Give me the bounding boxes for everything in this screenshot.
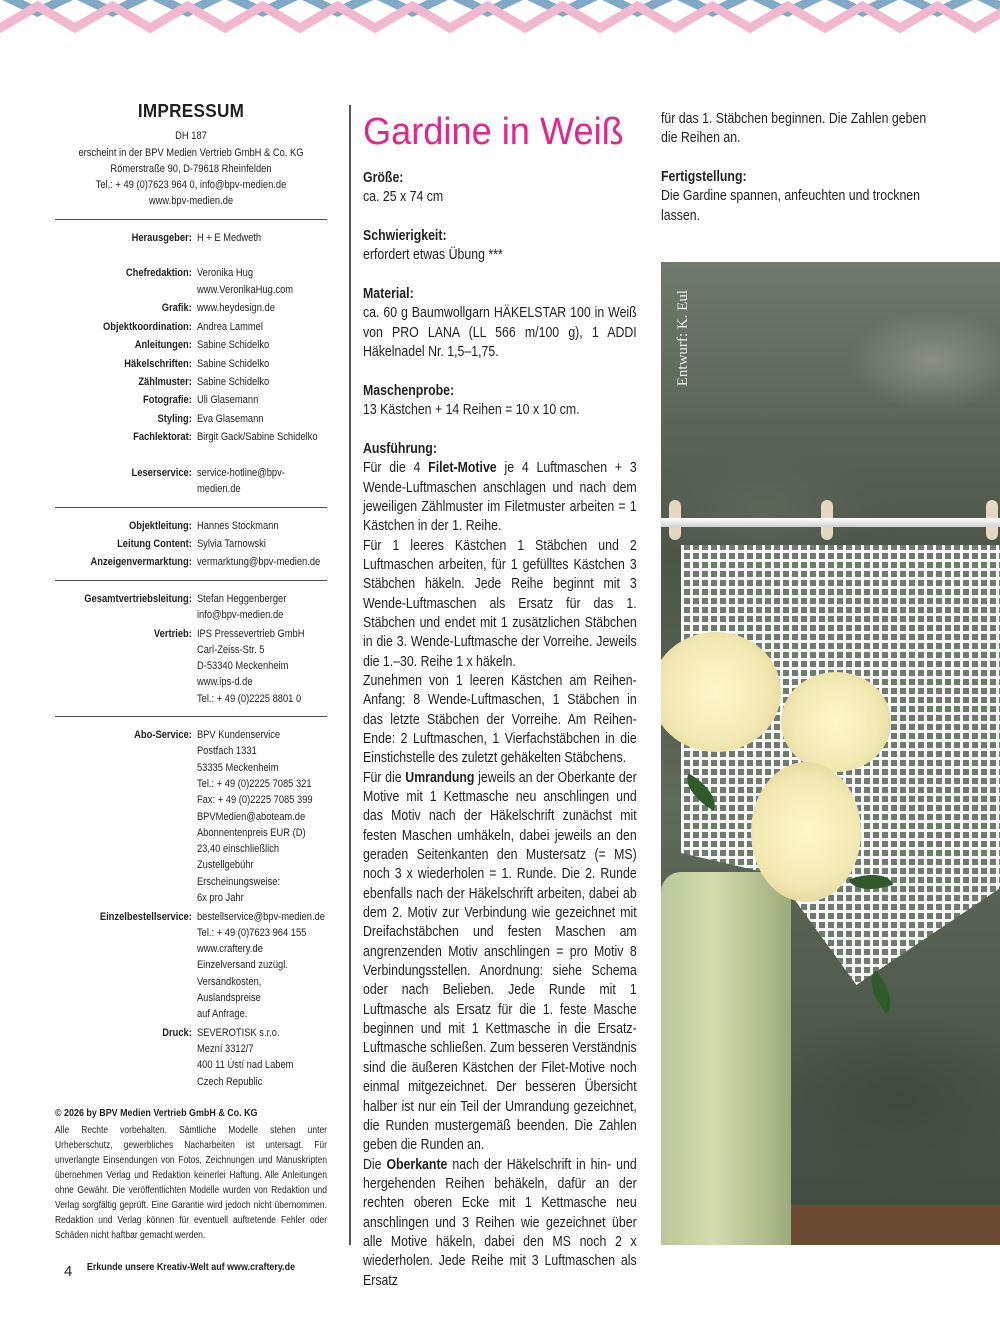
- credit-label: Leitung Content:: [117, 538, 192, 550]
- bold-term: Oberkante: [386, 1156, 448, 1173]
- credit-value: Tel.: + 49 (0)2225 7085 321: [196, 777, 312, 790]
- credit-label: Grafik:: [161, 302, 192, 315]
- bold-term: Filet-Motive: [428, 460, 497, 477]
- rose: [781, 672, 891, 772]
- credit-value: IPS Pressevertrieb GmbH: [196, 627, 305, 640]
- credit-value: auf Anfrage.: [196, 1008, 248, 1021]
- section-paragraph: [363, 188, 637, 207]
- publisher-line: Römerstraße 90, D-79618 Rheinfelden: [110, 162, 272, 175]
- divider: [55, 507, 327, 508]
- credit-label: Styling:: [157, 412, 192, 425]
- credit-entry: [55, 374, 327, 390]
- credit-label: Objektleitung:: [128, 519, 192, 532]
- text-segment: Zunehmen von 1 leeren Kästchen am Reihen-Anfang: 8 Wende-Luftmaschen, 1 Stäbchen in das letzte Stäbchen der Vorreihe. Am Reihen-Ende: 2 Luftmaschen, 1 Vierfachstäbchen in die Einstichstelle des zuletzt gehäkelten Stäbchens.: [363, 672, 637, 767]
- credit-value: Erscheinungsweise:: [196, 875, 281, 888]
- copyright-text: Alle Rechte vorbehalten. Sämtliche Modelle stehen unter Urheberschutz, gewerbliches Nacharbeiten ist untersagt. Für unverlangte Einsendungen von Fotos, Zeichnungen und Manuskripten übernehmen Verlag und Redaktion keinerlei Haftung. Alle Anleitungen ohne Gewähr. Die veröffentlichten Modelle wurden von Redaktion und Verlag sorgfältig geprüft. Eine Garantie wird jedoch nicht übernommen. Redaktion und Verlag können für eventuell auftretende Fehler oder Schäden nicht haftbar gemacht werden.: [55, 1124, 327, 1241]
- credit-label: Druck:: [162, 1026, 192, 1039]
- publisher-line: Tel.: + 49 (0)7623 964 0, info@bpv-medien.de: [95, 179, 287, 192]
- credit-value: Zustellgebühr: [196, 859, 254, 872]
- credit-value[interactable]: vermarktung@bpv-medien.de: [196, 556, 321, 569]
- credit-value[interactable]: info@bpv-medien.de: [196, 609, 284, 622]
- publisher-line: erscheint in der BPV Medien Vertrieb GmbH & Co. KG: [78, 146, 304, 159]
- section-heading: Ausführung:: [363, 440, 437, 457]
- credit-value: BPV Kundenservice: [196, 729, 281, 742]
- photo-credit: Entwurf: K. Eul: [675, 290, 691, 387]
- credit-label: Anzeigenvermarktung:: [90, 556, 192, 569]
- article-sections: [363, 169, 637, 1291]
- craftery-link[interactable]: Erkunde unsere Kreativ-Welt auf www.craftery.de: [86, 1260, 296, 1273]
- finish-text: Die Gardine spannen, anfeuchten und trocknen lassen.: [661, 188, 921, 224]
- text-segment: Für 1 leeres Kästchen 1 Stäbchen und 2 Luftmaschen arbeiten, für 1 gefülltes Kästchen 3 Stäbchen häkeln. Jede Reihe beginnt mit 3 Wende-Luftmaschen als Ersatz für das 1. Stäbchen und endet mit 1 zusätzlichen Stäbchen in die 3. Wende-Luftmasche der Vorreihe. Jeweils die 1.–30. Reihe 1 x häkeln.: [363, 537, 637, 670]
- text-segment: je 4 Luftmaschen + 3 Wende-Luftmaschen anschlagen und nach dem jeweiligen Zählmuster im Filetmuster arbeiten = 1 Kästchen in der 1. Reihe.: [363, 460, 637, 535]
- credit-value[interactable]: www.VeronikaHug.com: [196, 283, 294, 296]
- credit-value: Czech Republic: [196, 1075, 263, 1088]
- credit-value[interactable]: www.craftery.de: [196, 943, 263, 956]
- section-heading: Maschenprobe:: [363, 382, 455, 399]
- section-paragraph: [363, 769, 637, 1156]
- text-segment: 13 Kästchen + 14 Reihen = 10 x 10 cm.: [363, 402, 580, 419]
- credit-value: H + E Medweth: [196, 231, 262, 244]
- credit-value: Uli Glasemann: [196, 394, 259, 407]
- credit-value: Veronika Hug: [196, 267, 254, 280]
- credit-value: Birgit Gack/Sabine Schidelko: [196, 431, 318, 444]
- article-section: [363, 169, 637, 208]
- impressum-title: IMPRESSUM: [137, 101, 245, 121]
- credit-value[interactable]: www.heydesign.de: [196, 302, 275, 315]
- page-number: 4: [64, 1263, 73, 1280]
- credit-entry: [55, 337, 327, 353]
- credit-value: Abonnentenpreis EUR (D): [196, 826, 306, 839]
- rose: [751, 762, 861, 902]
- credit-label: Abo-Service:: [134, 729, 192, 742]
- credit-value[interactable]: BPVMedien@aboteam.de: [196, 810, 306, 823]
- bold-term: Umrandung: [405, 769, 475, 786]
- credit-entry: [55, 518, 327, 534]
- credit-value: Einzelversand zuzügl.: [196, 959, 288, 972]
- credit-entry: [55, 554, 327, 570]
- continuation-text: für das 1. Stäbchen beginnen. Die Zahlen geben die Reihen an.: [661, 111, 927, 147]
- green-jug: [661, 872, 791, 1245]
- credit-value[interactable]: www.ips-d.de: [196, 676, 253, 689]
- credit-label: Anleitungen:: [134, 339, 192, 352]
- divider: [55, 219, 327, 220]
- credit-label: Einzelbestellservice:: [99, 910, 192, 923]
- credit-value: Postfach 1331: [196, 745, 257, 758]
- article-title: Gardine in Weiß: [363, 111, 624, 153]
- credit-entry: [55, 1025, 327, 1090]
- credit-entry: [55, 429, 327, 445]
- credit-label: Häkelschriften:: [124, 357, 192, 370]
- credit-entry: [55, 465, 327, 498]
- text-segment: nach der Häkelschrift in hin- und hergehenden Reihen behäkeln, dafür an der rechten oberen Ecke mit 1 Kettmasche neu anschlingen und 3 Reihen wie gezeichnet über alle Motive häkeln, dabei den MS noch 2 x wiederholen. Jede Reihe mit 3 Luftmaschen als Ersatz: [363, 1156, 637, 1289]
- text-segment: Für die 4: [363, 460, 429, 477]
- credit-entry: [55, 727, 327, 906]
- credit-value: Tel.: + 49 (0)7623 964 155: [196, 926, 307, 939]
- impressum-publisher-info: [55, 128, 327, 209]
- credit-label: Chefredaktion:: [125, 267, 192, 280]
- credit-entry: [55, 392, 327, 408]
- credit-label: Leserservice:: [131, 466, 192, 479]
- divider: [55, 716, 327, 717]
- article-column: [363, 110, 637, 1310]
- curtain-rod: [661, 518, 1000, 527]
- credit-label: Vertrieb:: [153, 627, 192, 640]
- section-heading: Schwierigkeit:: [363, 228, 447, 245]
- impressum-credits: [55, 219, 327, 1090]
- credit-value: D-53340 Meckenheim: [196, 660, 289, 673]
- credit-entry: [55, 319, 327, 335]
- credit-entry: [55, 300, 327, 316]
- impressum: [55, 103, 327, 1275]
- credit-value: 6x pro Jahr: [196, 892, 244, 905]
- text-segment: ca. 25 x 74 cm: [363, 189, 444, 206]
- credit-label: Herausgeber:: [131, 231, 192, 244]
- credit-entry: [55, 230, 327, 246]
- credit-value: 400 11 Ústí nad Labem: [196, 1059, 294, 1072]
- text-segment: Die: [363, 1156, 387, 1173]
- article-section: [363, 382, 637, 421]
- credit-label: Zählmuster:: [138, 375, 192, 388]
- column-divider: [349, 105, 351, 1245]
- credit-entry: [55, 265, 327, 298]
- copyright-block: [55, 1106, 327, 1243]
- credit-label: Objektkoordination:: [103, 320, 192, 333]
- credit-value: Stefan Heggenberger: [196, 592, 287, 605]
- credit-value: Sabine Schidelko: [196, 375, 270, 388]
- article-section: [363, 285, 637, 362]
- chevron-pink: [0, 6, 1000, 28]
- article-section: [363, 440, 637, 1291]
- credit-value: 23,40 einschließlich: [196, 843, 280, 856]
- article-section: [363, 227, 637, 266]
- credit-value: Versandkosten, Auslandspreise: [196, 975, 262, 1004]
- credit-entry: [55, 626, 327, 707]
- section-heading: Material:: [363, 286, 414, 303]
- credit-value: Fax: + 49 (0)2225 7085 399: [196, 794, 313, 807]
- credit-value: Carl-Zeiss-Str. 5: [196, 643, 265, 656]
- credit-value: Sabine Schidelko: [196, 357, 270, 370]
- credit-value: Andrea Lammel: [196, 320, 263, 333]
- section-paragraph: [363, 246, 637, 265]
- chevron-border: [0, 0, 1000, 36]
- curtain-photo: [661, 262, 1000, 1245]
- text-segment: jeweils an der Oberkante der Motive mit 1 Kettmasche neu anschlingen und das Motiv nach der Häkelschrift zunächst mit festen Maschen umhäkeln, dabei jeweils an den geraden Seitenkanten den Mustersatz (= MS) noch 3 x wiederholen = 1. Runde. Die 2. Runde ebenfalls nach der Häkelschrift arbeiten, dabei ab dem 2. Motiv zur Verbindung wie gezeichnet mit Dreifachstäbchen und festen Maschen am angrenzenden Motiv anschlingen = pro Motiv 8 Verbindungsstellen. Anordnung: siehe Schema oder nach Belieben. Jede Runde mit 1 Luftmasche als Ersatz für die 1. feste Masche beginnen und mit 1 Kettmasche in die Ersatz-Luftmasche schließen. Zum besseren Verständnis sind die äußeren Kästchen der Filet-Motive noch einmal mitgezeichnet. Der besseren Übersicht halber ist nur ein Teil der Umrandung gezeichnet, die Runden mustergemäß beenden. Die Zahlen geben die Runden an.: [363, 769, 637, 1154]
- section-paragraph: [363, 459, 637, 536]
- credit-value: Sylvia Tarnowski: [196, 538, 266, 550]
- credit-label: Gesamtvertriebsleitung:: [84, 592, 192, 605]
- credit-value: 53335 Meckenheim: [196, 761, 279, 774]
- credit-value: SEVEROTISK s.r.o.: [196, 1026, 280, 1039]
- credit-value: Hannes Stockmann: [196, 519, 279, 532]
- section-paragraph: [363, 401, 637, 420]
- text-segment: ca. 60 g Baumwollgarn HÄKELSTAR 100 in Weiß von PRO LANA (LL 566 m/100 g), 1 ADDI Häkelnadel Nr. 1,5–1,75.: [363, 305, 637, 361]
- credit-value: Sabine Schidelko: [196, 339, 270, 352]
- finish-heading: Fertigstellung:: [661, 169, 747, 186]
- credit-entry: [55, 591, 327, 624]
- credit-value[interactable]: service-hotline@bpv-medien.de: [196, 466, 285, 496]
- credit-value[interactable]: bestellservice@bpv-medien.de: [196, 910, 325, 923]
- section-paragraph: [363, 537, 637, 672]
- credit-label: Fotografie:: [143, 394, 192, 407]
- publisher-line: www.bpv-medien.de: [148, 195, 234, 208]
- credit-value: Mezní 3312/7: [196, 1043, 254, 1056]
- divider: [55, 580, 327, 581]
- credit-entry: [55, 411, 327, 427]
- section-paragraph: [363, 304, 637, 362]
- text-segment: Für die: [363, 769, 406, 786]
- publisher-line: DH 187: [175, 130, 207, 143]
- credit-value: Eva Glasemann: [196, 412, 264, 425]
- section-heading: Größe:: [363, 170, 404, 186]
- credit-value: Tel.: + 49 (0)2225 8801 0: [196, 692, 302, 705]
- section-paragraph: [363, 1156, 637, 1291]
- article-column-right: [661, 110, 935, 226]
- copyright-title: © 2026 by BPV Medien Vertrieb GmbH & Co. KG: [55, 1106, 258, 1119]
- credit-label: Fachlektorat:: [133, 431, 192, 444]
- credit-entry: [55, 356, 327, 372]
- credit-entry: [55, 909, 327, 1023]
- section-paragraph: [363, 672, 637, 769]
- credit-entry: [55, 536, 327, 552]
- text-segment: erfordert etwas Übung ***: [363, 247, 503, 264]
